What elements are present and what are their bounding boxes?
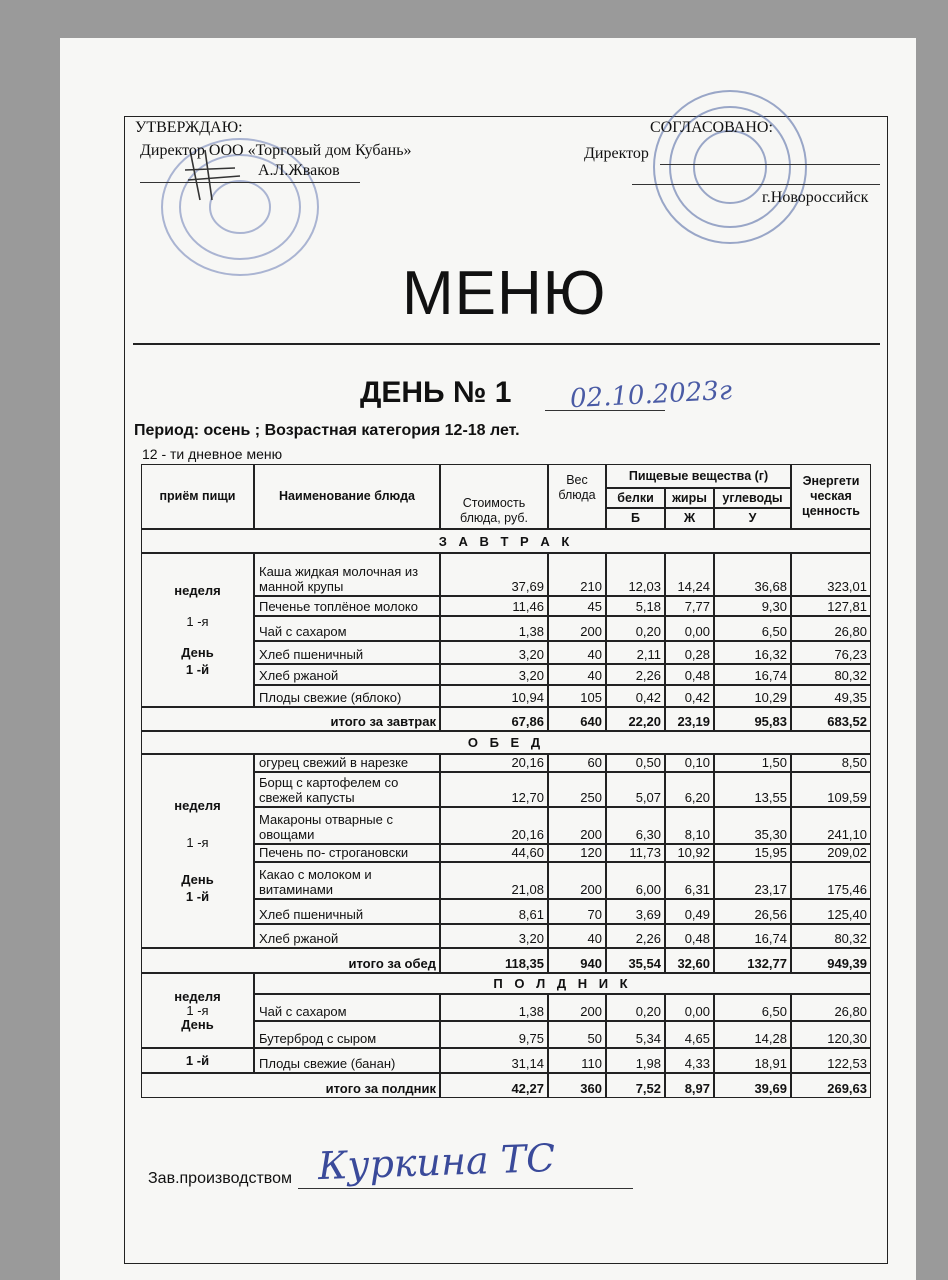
snack-row-weight: 50 xyxy=(548,1021,606,1048)
lunch-row-b: 5,07 xyxy=(606,772,665,807)
header-carbs: углеводы xyxy=(714,488,791,508)
side-week: неделя xyxy=(174,798,221,813)
breakfast-row-u: 16,32 xyxy=(714,641,791,664)
approve-right-city: г.Новороссийск xyxy=(762,189,869,206)
lunch-row-u: 13,55 xyxy=(714,772,791,807)
snack-row-weight: 110 xyxy=(548,1048,606,1073)
snack-total-cost: 42,27 xyxy=(440,1073,548,1098)
breakfast-row-u: 6,50 xyxy=(714,616,791,641)
snack-row-u: 6,50 xyxy=(714,994,791,1021)
breakfast-row-e: 76,23 xyxy=(791,641,871,664)
snack-row-cost: 31,14 xyxy=(440,1048,548,1073)
snack-row-u: 18,91 xyxy=(714,1048,791,1073)
breakfast-side-label xyxy=(141,553,254,707)
lunch-row-b: 3,69 xyxy=(606,899,665,924)
lunch-row-zh: 0,10 xyxy=(665,754,714,772)
snack-row-e: 26,80 xyxy=(791,994,871,1021)
lunch-row-b: 6,00 xyxy=(606,862,665,899)
breakfast-row-b: 5,18 xyxy=(606,596,665,616)
side-week-num: 1 -я xyxy=(186,614,209,629)
breakfast-row-zh: 0,48 xyxy=(665,664,714,685)
right-seal-stamp xyxy=(650,80,810,255)
snack-row-cost: 9,75 xyxy=(440,1021,548,1048)
breakfast-row-e: 323,01 xyxy=(791,553,871,596)
breakfast-row-weight: 45 xyxy=(548,596,606,616)
lunch-row-e: 209,02 xyxy=(791,844,871,862)
lunch-row-e: 80,32 xyxy=(791,924,871,948)
header-fat: жиры xyxy=(665,488,714,508)
section-lunch: О Б Е Д xyxy=(141,731,871,754)
lunch-row-e: 125,40 xyxy=(791,899,871,924)
breakfast-row-cost: 3,20 xyxy=(440,664,548,685)
approve-left-name: А.Л.Жваков xyxy=(258,162,340,179)
breakfast-total-label: итого за завтрак xyxy=(141,707,440,731)
lunch-row-cost: 21,08 xyxy=(440,862,548,899)
lunch-row-b: 0,50 xyxy=(606,754,665,772)
approve-right-rule-1 xyxy=(660,164,880,165)
lunch-row-u: 23,17 xyxy=(714,862,791,899)
snack-row-b: 0,20 xyxy=(606,994,665,1021)
lunch-row-zh: 8,10 xyxy=(665,807,714,844)
lunch-row-weight: 70 xyxy=(548,899,606,924)
breakfast-row-u: 10,29 xyxy=(714,685,791,707)
lunch-row-weight: 60 xyxy=(548,754,606,772)
breakfast-total-zh: 23,19 xyxy=(665,707,714,731)
section-breakfast: З А В Т Р А К xyxy=(141,529,871,553)
breakfast-row-name: Печенье топлёное молоко xyxy=(254,596,440,616)
lunch-row-weight: 200 xyxy=(548,807,606,844)
footer-signature: Куркина ТС xyxy=(317,1135,556,1189)
breakfast-row-b: 2,11 xyxy=(606,641,665,664)
header-nutrients: Пищевые вещества (г) xyxy=(606,464,791,488)
snack-row-zh: 4,33 xyxy=(665,1048,714,1073)
approve-left-position: Директор ООО «Торговый дом Кубань» xyxy=(140,142,412,159)
menu-subtitle: 12 - ти дневное меню xyxy=(142,446,283,462)
snack-row-b: 1,98 xyxy=(606,1048,665,1073)
side-week-num: 1 -я xyxy=(186,1003,209,1018)
lunch-row-weight: 40 xyxy=(548,924,606,948)
breakfast-row-zh: 0,42 xyxy=(665,685,714,707)
breakfast-row-u: 16,74 xyxy=(714,664,791,685)
lunch-row-zh: 10,92 xyxy=(665,844,714,862)
lunch-row-zh: 6,31 xyxy=(665,862,714,899)
breakfast-total-b: 22,20 xyxy=(606,707,665,731)
header-protein: белки xyxy=(606,488,665,508)
lunch-row-name: Борщ с картофелем со свежей капусты xyxy=(254,772,440,807)
breakfast-row-zh: 0,00 xyxy=(665,616,714,641)
lunch-row-weight: 250 xyxy=(548,772,606,807)
page-title: МЕНЮ xyxy=(402,259,607,328)
lunch-total-weight: 940 xyxy=(548,948,606,973)
breakfast-row-b: 2,26 xyxy=(606,664,665,685)
snack-row-e: 122,53 xyxy=(791,1048,871,1073)
breakfast-row-weight: 210 xyxy=(548,553,606,596)
header-cost: Стоимость блюда, руб. xyxy=(440,464,548,529)
approve-left-label: УТВЕРЖДАЮ: xyxy=(135,119,243,136)
lunch-row-u: 15,95 xyxy=(714,844,791,862)
header-u: У xyxy=(714,508,791,529)
lunch-row-b: 11,73 xyxy=(606,844,665,862)
snack-row-u: 14,28 xyxy=(714,1021,791,1048)
header-meal: приём пищи xyxy=(141,464,254,529)
title-rule xyxy=(133,343,880,345)
lunch-row-cost: 3,20 xyxy=(440,924,548,948)
lunch-row-b: 2,26 xyxy=(606,924,665,948)
day-label: ДЕНЬ № 1 xyxy=(360,376,512,409)
snack-row-b: 5,34 xyxy=(606,1021,665,1048)
approve-left-rule xyxy=(140,182,360,183)
side-week-num: 1 -я xyxy=(186,835,209,850)
breakfast-row-e: 80,32 xyxy=(791,664,871,685)
lunch-row-weight: 120 xyxy=(548,844,606,862)
breakfast-row-cost: 37,69 xyxy=(440,553,548,596)
snack-side-day-num: 1 -й xyxy=(141,1048,254,1073)
breakfast-row-cost: 3,20 xyxy=(440,641,548,664)
breakfast-total-e: 683,52 xyxy=(791,707,871,731)
header-zh: Ж xyxy=(665,508,714,529)
lunch-row-cost: 8,61 xyxy=(440,899,548,924)
side-week: неделя xyxy=(174,989,221,1004)
period-line: Период: осень ; Возрастная категория 12-18 лет. xyxy=(134,422,520,439)
header-weight: Вес блюда xyxy=(548,464,606,529)
breakfast-row-b: 0,42 xyxy=(606,685,665,707)
breakfast-row-name: Хлеб пшеничный xyxy=(254,641,440,664)
snack-row-name: Бутерброд с сыром xyxy=(254,1021,440,1048)
snack-side-label-top xyxy=(141,973,254,1048)
snack-total-u: 39,69 xyxy=(714,1073,791,1098)
breakfast-row-name: Плоды свежие (яблоко) xyxy=(254,685,440,707)
side-day: День xyxy=(181,872,214,887)
snack-row-cost: 1,38 xyxy=(440,994,548,1021)
side-day-num: 1 -й xyxy=(185,889,210,904)
lunch-row-name: Макароны отварные с овощами xyxy=(254,807,440,844)
lunch-side-label xyxy=(141,754,254,948)
breakfast-row-cost: 11,46 xyxy=(440,596,548,616)
header-energy: Энергети ческая ценность xyxy=(791,464,871,529)
breakfast-total-cost: 67,86 xyxy=(440,707,548,731)
snack-total-b: 7,52 xyxy=(606,1073,665,1098)
lunch-total-cost: 118,35 xyxy=(440,948,548,973)
breakfast-row-e: 49,35 xyxy=(791,685,871,707)
breakfast-row-b: 0,20 xyxy=(606,616,665,641)
lunch-row-zh: 0,49 xyxy=(665,899,714,924)
breakfast-row-u: 36,68 xyxy=(714,553,791,596)
lunch-row-name: огурец свежий в нарезке xyxy=(254,754,440,772)
footer-rule xyxy=(298,1188,633,1189)
lunch-row-e: 241,10 xyxy=(791,807,871,844)
lunch-row-cost: 44,60 xyxy=(440,844,548,862)
breakfast-row-weight: 40 xyxy=(548,641,606,664)
lunch-total-e: 949,39 xyxy=(791,948,871,973)
header-b: Б xyxy=(606,508,665,529)
snack-total-e: 269,63 xyxy=(791,1073,871,1098)
breakfast-row-cost: 10,94 xyxy=(440,685,548,707)
breakfast-row-weight: 200 xyxy=(548,616,606,641)
lunch-row-u: 1,50 xyxy=(714,754,791,772)
lunch-row-e: 109,59 xyxy=(791,772,871,807)
breakfast-row-zh: 0,28 xyxy=(665,641,714,664)
breakfast-total-weight: 640 xyxy=(548,707,606,731)
lunch-row-name: Хлеб ржаной xyxy=(254,924,440,948)
lunch-row-e: 175,46 xyxy=(791,862,871,899)
approve-right-label: СОГЛАСОВАНО: xyxy=(650,119,773,136)
side-day-num: 1 -й xyxy=(185,662,210,677)
breakfast-row-e: 26,80 xyxy=(791,616,871,641)
lunch-row-name: Печень по- строгановски xyxy=(254,844,440,862)
lunch-row-zh: 6,20 xyxy=(665,772,714,807)
snack-total-weight: 360 xyxy=(548,1073,606,1098)
lunch-row-weight: 200 xyxy=(548,862,606,899)
lunch-total-label: итого за обед xyxy=(141,948,440,973)
breakfast-row-cost: 1,38 xyxy=(440,616,548,641)
breakfast-row-weight: 105 xyxy=(548,685,606,707)
side-day: День xyxy=(181,1017,214,1032)
snack-row-zh: 4,65 xyxy=(665,1021,714,1048)
approve-right-position: Директор xyxy=(584,145,649,162)
snack-total-label: итого за полдник xyxy=(141,1073,440,1098)
snack-row-zh: 0,00 xyxy=(665,994,714,1021)
side-day: День xyxy=(181,645,214,660)
lunch-row-b: 6,30 xyxy=(606,807,665,844)
snack-total-zh: 8,97 xyxy=(665,1073,714,1098)
lunch-row-cost: 12,70 xyxy=(440,772,548,807)
breakfast-row-weight: 40 xyxy=(548,664,606,685)
approve-right-rule-2 xyxy=(632,184,880,185)
lunch-row-u: 16,74 xyxy=(714,924,791,948)
breakfast-row-u: 9,30 xyxy=(714,596,791,616)
lunch-row-u: 26,56 xyxy=(714,899,791,924)
lunch-row-u: 35,30 xyxy=(714,807,791,844)
lunch-row-zh: 0,48 xyxy=(665,924,714,948)
breakfast-row-b: 12,03 xyxy=(606,553,665,596)
snack-row-weight: 200 xyxy=(548,994,606,1021)
lunch-total-b: 35,54 xyxy=(606,948,665,973)
lunch-row-name: Какао с молоком и витаминами xyxy=(254,862,440,899)
footer-label: Зав.производством xyxy=(148,1170,292,1187)
lunch-total-u: 132,77 xyxy=(714,948,791,973)
header-dish: Наименование блюда xyxy=(254,464,440,529)
breakfast-row-name: Каша жидкая молочная из манной крупы xyxy=(254,553,440,596)
breakfast-row-e: 127,81 xyxy=(791,596,871,616)
day-date-handwritten: 02.10.2023г xyxy=(569,375,733,415)
lunch-row-e: 8,50 xyxy=(791,754,871,772)
breakfast-row-zh: 7,77 xyxy=(665,596,714,616)
lunch-total-zh: 32,60 xyxy=(665,948,714,973)
breakfast-row-zh: 14,24 xyxy=(665,553,714,596)
breakfast-total-u: 95,83 xyxy=(714,707,791,731)
snack-row-e: 120,30 xyxy=(791,1021,871,1048)
breakfast-row-name: Хлеб ржаной xyxy=(254,664,440,685)
side-week: неделя xyxy=(174,583,221,598)
snack-row-name: Чай с сахаром xyxy=(254,994,440,1021)
lunch-row-cost: 20,16 xyxy=(440,754,548,772)
breakfast-row-name: Чай с сахаром xyxy=(254,616,440,641)
lunch-row-cost: 20,16 xyxy=(440,807,548,844)
snack-row-name: Плоды свежие (банан) xyxy=(254,1048,440,1073)
lunch-row-name: Хлеб пшеничный xyxy=(254,899,440,924)
section-snack: П О Л Д Н И К xyxy=(254,973,871,994)
